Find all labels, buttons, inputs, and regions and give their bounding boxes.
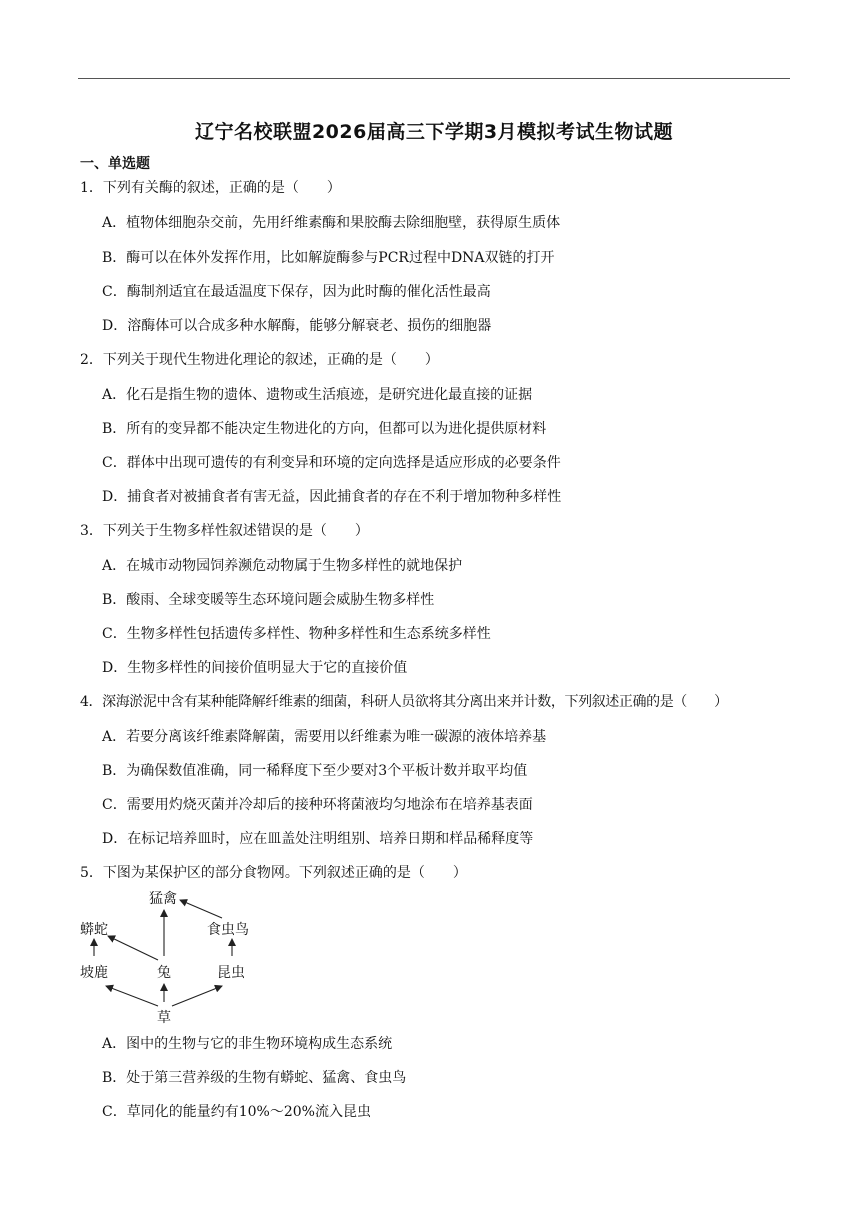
arrow-rabbit-to-python — [108, 936, 158, 960]
question-3-option-b: B．酸雨、全球变暖等生态环境问题会威胁生物多样性 — [102, 592, 435, 608]
question-5-option-c: C．草同化的能量约有10%～20%流入昆虫 — [102, 1104, 371, 1120]
question-4-option-d: D．在标记培养皿时，应在皿盖处注明组别、培养日期和样品稀释度等 — [102, 831, 534, 847]
page-title: 辽宁名校联盟2026届高三下学期3月模拟考试生物试题 — [194, 121, 674, 143]
food-web-diagram — [76, 886, 266, 1031]
header-rule — [78, 78, 790, 79]
section-heading: 一、单选题 — [80, 156, 150, 172]
question-1-option-d: D．溶酶体可以合成多种水解酶，能够分解衰老、损伤的细胞器 — [102, 318, 492, 334]
node-insectivore-bird: 食虫鸟 — [207, 922, 249, 938]
question-3-stem: 3．下列关于生物多样性叙述错误的是（ ） — [80, 523, 369, 539]
node-grass: 草 — [157, 1010, 171, 1026]
node-deer: 坡鹿 — [80, 965, 108, 981]
question-1-stem: 1．下列有关酶的叙述，正确的是（ ） — [80, 180, 341, 196]
node-insect: 昆虫 — [217, 965, 245, 981]
question-4-option-b: B．为确保数值准确，同一稀释度下至少要对3个平板计数并取平均值 — [102, 763, 528, 779]
question-2-option-c: C．群体中出现可遗传的有利变异和环境的定向选择是适应形成的必要条件 — [102, 455, 561, 471]
question-5-stem: 5．下图为某保护区的部分食物网。下列叙述正确的是（ ） — [80, 865, 467, 881]
question-2-option-d: D．捕食者对被捕食者有害无益，因此捕食者的存在不利于增加物种多样性 — [102, 489, 562, 505]
question-1-option-b: B．酶可以在体外发挥作用，比如解旋酶参与PCR过程中DNA双链的打开 — [102, 250, 555, 266]
question-5-option-a: A．图中的生物与它的非生物环境构成生态系统 — [102, 1036, 393, 1052]
question-2-option-a: A．化石是指生物的遗体、遗物或生活痕迹，是研究进化最直接的证据 — [102, 387, 533, 403]
node-rabbit: 兔 — [157, 965, 171, 981]
node-raptor: 猛禽 — [149, 891, 177, 907]
question-4-option-a: A．若要分离该纤维素降解菌，需要用以纤维素为唯一碳源的液体培养基 — [102, 729, 547, 745]
question-4-stem: 4．深海淤泥中含有某种能降解纤维素的细菌，科研人员欲将其分离出来并计数，下列叙述正确的是（ ） — [80, 694, 728, 710]
question-3-option-a: A．在城市动物园饲养濒危动物属于生物多样性的就地保护 — [102, 558, 463, 574]
node-python: 蟒蛇 — [80, 922, 108, 938]
question-3-option-d: D．生物多样性的间接价值明显大于它的直接价值 — [102, 660, 408, 676]
arrow-bird-to-raptor — [180, 900, 222, 918]
arrow-grass-to-deer — [106, 986, 158, 1006]
question-4-option-c: C．需要用灼烧灭菌并冷却后的接种环将菌液均匀地涂布在培养基表面 — [102, 797, 533, 813]
question-3-option-c: C．生物多样性包括遗传多样性、物种多样性和生态系统多样性 — [102, 626, 491, 642]
question-2-stem: 2．下列关于现代生物进化理论的叙述，正确的是（ ） — [80, 352, 439, 368]
question-5-option-b: B．处于第三营养级的生物有蟒蛇、猛禽、食虫鸟 — [102, 1070, 407, 1086]
question-2-option-b: B．所有的变异都不能决定生物进化的方向，但都可以为进化提供原材料 — [102, 421, 547, 437]
arrow-grass-to-insect — [172, 986, 222, 1006]
question-1-option-a: A．植物体细胞杂交前，先用纤维素酶和果胶酶去除细胞壁，获得原生质体 — [102, 215, 561, 231]
question-1-option-c: C．酶制剂适宜在最适温度下保存，因为此时酶的催化活性最高 — [102, 284, 491, 300]
